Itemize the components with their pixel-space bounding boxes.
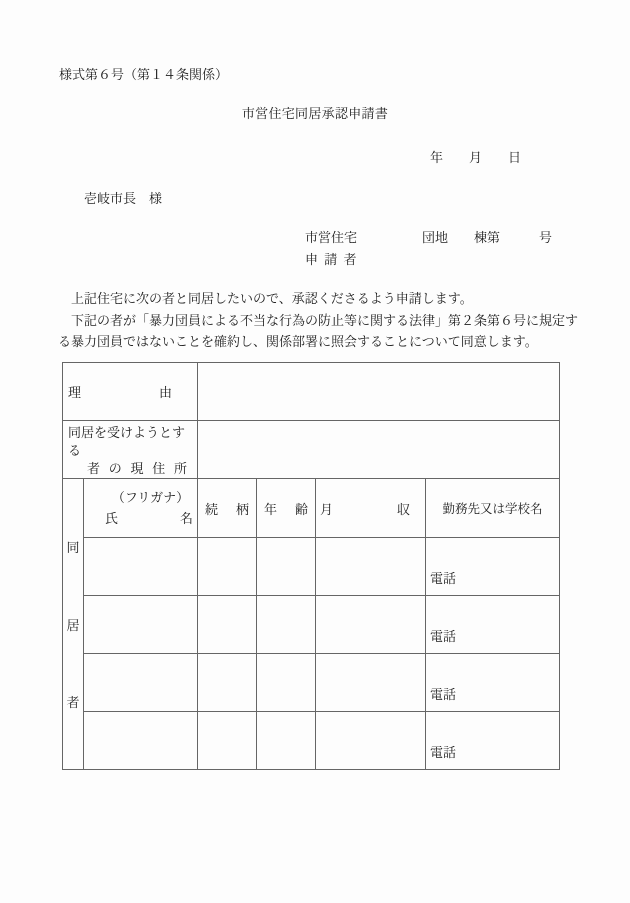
name-input-cell bbox=[84, 596, 198, 654]
name-input-cell bbox=[84, 654, 198, 712]
header-income: 月 収 bbox=[320, 501, 410, 517]
date-line: 年 月 日 bbox=[430, 150, 522, 165]
address-label-line: る bbox=[68, 443, 82, 458]
phone-label: 電話 bbox=[430, 571, 457, 586]
header-name: 氏 名 bbox=[105, 511, 193, 526]
address-label-line: 者 の 現 住 所 bbox=[87, 461, 187, 476]
housing-reference-line: 市営住宅 団地 棟第 号 bbox=[305, 230, 553, 245]
reason-label: 理 由 bbox=[68, 385, 172, 400]
phone-label: 電話 bbox=[430, 629, 457, 644]
header-relationship-cell bbox=[198, 479, 257, 538]
address-label-line: 同居を受けようとす bbox=[68, 425, 186, 440]
body-line: 上記住宅に次の者と同居したいので、承認くださるよう申請します。 bbox=[58, 291, 473, 306]
body-line: 下記の者が「暴力団員による不当な行為の防止等に関する法律」第２条第６号に規定す bbox=[58, 312, 579, 328]
relationship-input-cell bbox=[198, 596, 257, 654]
cohabitants-group-label-cell bbox=[63, 479, 84, 769]
page-title: 市営住宅同居承認申請書 bbox=[241, 106, 389, 121]
cohabitant-address-label-cell bbox=[63, 421, 198, 479]
cohabitants-group-label: 同 居 者 bbox=[66, 540, 80, 710]
name-input-cell bbox=[84, 538, 198, 596]
age-input-cell bbox=[257, 712, 316, 769]
name-input-cell bbox=[84, 712, 198, 769]
relationship-input-cell bbox=[198, 538, 257, 596]
cohabitant-address-input-cell bbox=[198, 421, 559, 479]
income-input-cell bbox=[316, 654, 426, 712]
age-input-cell bbox=[257, 654, 316, 712]
body-paragraphs bbox=[58, 288, 578, 353]
income-input-cell bbox=[316, 596, 426, 654]
workplace-input-cell bbox=[426, 712, 559, 769]
income-input-cell bbox=[316, 538, 426, 596]
reason-label-cell bbox=[63, 363, 198, 421]
header-name-cell bbox=[84, 479, 198, 538]
header-furigana: （フリガナ） bbox=[111, 490, 190, 505]
age-input-cell bbox=[257, 538, 316, 596]
reason-input-cell bbox=[198, 363, 559, 421]
addressee-line: 壱岐市長 様 bbox=[84, 191, 163, 206]
header-income-cell bbox=[316, 479, 426, 538]
relationship-input-cell bbox=[198, 712, 257, 769]
header-workplace-cell bbox=[426, 479, 559, 538]
form-number: 様式第６号（第１４条関係） bbox=[59, 67, 229, 82]
header-workplace: 勤務先又は学校名 bbox=[442, 502, 543, 516]
workplace-input-cell bbox=[426, 596, 559, 654]
phone-label: 電話 bbox=[430, 745, 457, 760]
header-relationship: 続 柄 bbox=[205, 501, 249, 517]
header-age: 年 齢 bbox=[264, 501, 308, 517]
age-input-cell bbox=[257, 596, 316, 654]
workplace-input-cell bbox=[426, 538, 559, 596]
phone-label: 電話 bbox=[430, 687, 457, 702]
body-line: る暴力団員ではないことを確約し、関係部署に照会することについて同意します。 bbox=[58, 334, 538, 349]
relationship-input-cell bbox=[198, 654, 257, 712]
applicant-label: 申 請 者 bbox=[305, 252, 357, 267]
header-age-cell bbox=[257, 479, 316, 538]
income-input-cell bbox=[316, 712, 426, 769]
application-table bbox=[62, 362, 560, 770]
workplace-input-cell bbox=[426, 654, 559, 712]
